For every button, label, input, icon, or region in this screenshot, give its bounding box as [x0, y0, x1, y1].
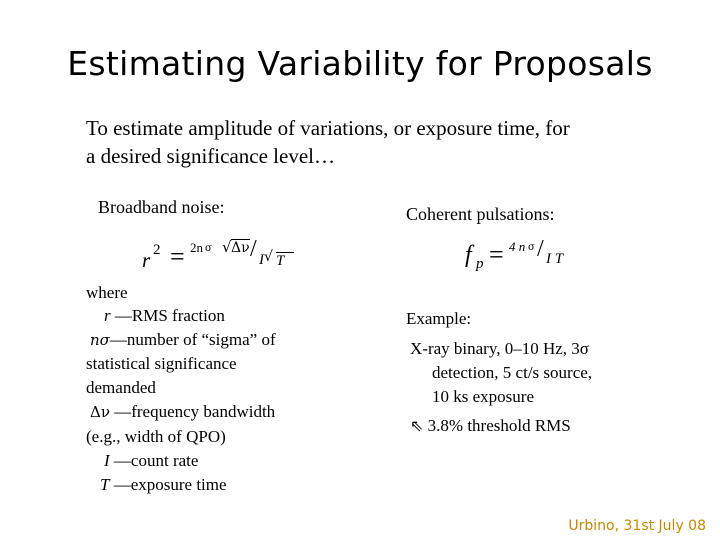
result-text: 3.8% threshold RMS — [427, 416, 571, 435]
example-line-3: 10 ks exposure — [432, 387, 534, 406]
formula-denom-i: I — [259, 252, 264, 268]
def-t-text: —exposure time — [109, 475, 227, 494]
formula-equals: = — [170, 242, 185, 271]
formula-r-exp: 2 — [153, 242, 161, 258]
formula-fp-sub: p — [476, 256, 484, 272]
formula-coef: 2n — [190, 240, 203, 255]
intro-line-1: To estimate amplitude of variations, or exposure time, for — [86, 116, 570, 140]
formula-fp-equals: = — [489, 240, 504, 269]
example-line-1: X-ray binary, 0–10 Hz, 3σ — [410, 339, 589, 358]
coherent-heading: Coherent pulsations: — [406, 204, 555, 224]
intro-line-2: a desired significance level… — [86, 144, 335, 168]
def-delta-nu — [90, 402, 275, 422]
example-label: Example: — [406, 309, 472, 328]
def-nsigma-sym: nσ — [90, 331, 110, 349]
def-delta-nu-text: —frequency bandwidth — [109, 402, 276, 421]
coherent-formula — [465, 236, 595, 276]
formula-sigma: σ — [205, 243, 212, 254]
arrow-up-left-icon: ⇖ — [410, 416, 424, 435]
formula-fp-sigma: σ — [528, 242, 535, 253]
formula-fp-denom: I T — [546, 251, 564, 267]
def-delta-nu-cont: (e.g., width of QPO) — [86, 427, 226, 446]
formula-r: r — [142, 248, 151, 272]
formula-fp: f — [465, 242, 472, 268]
footer-text: Urbino, 31st July 08 — [568, 518, 706, 534]
formula-delta-nu: Δν — [231, 240, 250, 256]
def-i-sym: I — [104, 451, 110, 470]
formula-denom-sqrt: √ — [264, 249, 273, 265]
def-nsigma-cont-2: demanded — [86, 378, 156, 397]
def-r-text: —RMS fraction — [110, 306, 225, 325]
formula-denom-t: T — [276, 252, 294, 270]
def-r-sym: r — [104, 306, 111, 325]
formula-slash: / — [250, 236, 257, 262]
def-delta-nu-sym: Δν — [90, 403, 110, 421]
def-t-sym: T — [100, 475, 110, 494]
broadband-heading: Broadband noise: — [98, 197, 225, 217]
formula-fp-slash: / — [537, 236, 544, 262]
def-i-text: —count rate — [109, 451, 199, 470]
def-nsigma-cont-1: statistical significance — [86, 354, 237, 373]
result-line — [410, 416, 571, 436]
example-line-2: detection, 5 ct/s source, — [432, 363, 593, 382]
broadband-formula — [142, 236, 322, 276]
def-t — [100, 475, 227, 495]
formula-sqrt: √ — [222, 238, 232, 256]
formula-fp-coef: 4 n — [509, 239, 526, 254]
def-i — [104, 451, 198, 471]
slide-title: Estimating Variability for Proposals — [67, 44, 653, 83]
def-r — [104, 306, 225, 326]
def-nsigma — [90, 330, 276, 350]
def-nsigma-text: —number of “sigma” of — [109, 330, 276, 349]
where-label: where — [86, 283, 128, 302]
